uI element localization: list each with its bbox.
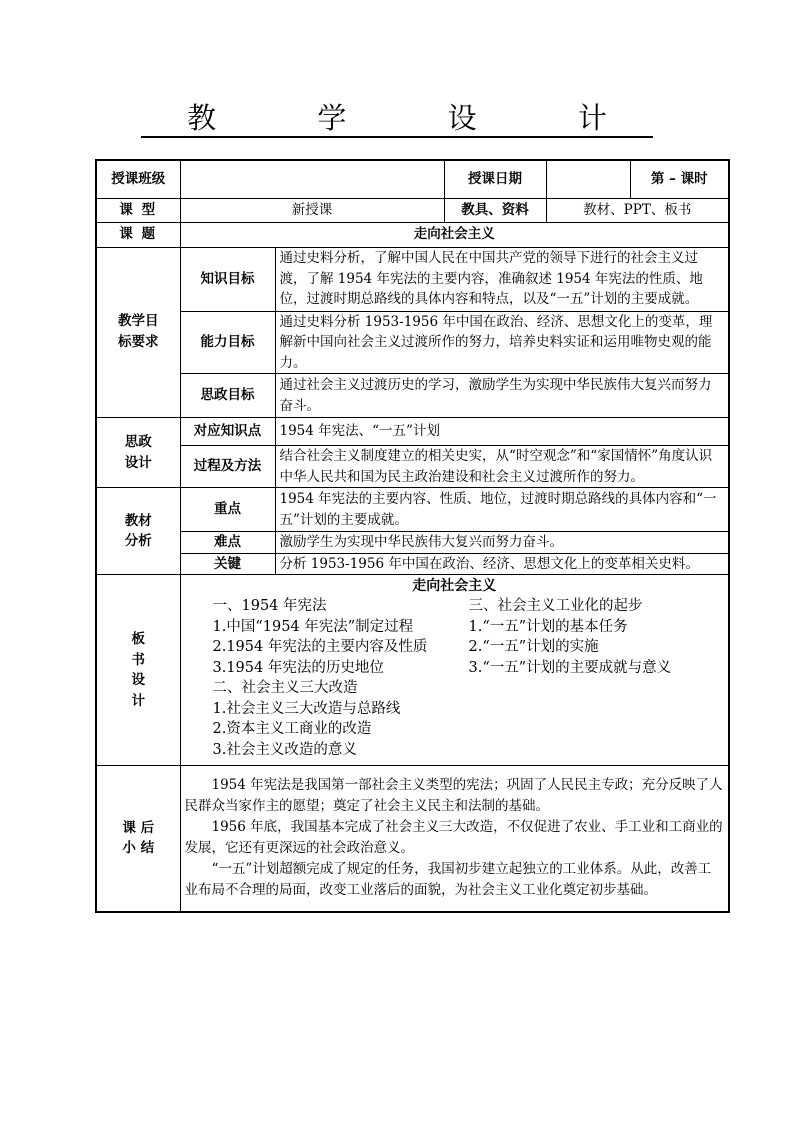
objective-label-knowledge: 知识目标 bbox=[180, 247, 275, 311]
ideology-method-label: 过程及方法 bbox=[180, 446, 275, 488]
analysis-key-label: 重点 bbox=[180, 488, 275, 532]
analysis-row-crux bbox=[96, 553, 729, 575]
topic-label: 课 题 bbox=[96, 222, 180, 247]
analysis-row-key bbox=[96, 488, 729, 532]
objectives-label: 教学目标要求 bbox=[96, 247, 180, 418]
tools-value: 教材、PPT、板书 bbox=[546, 198, 729, 222]
board-right-line: 3.“一五”计划的主要成就与意义 bbox=[468, 659, 672, 676]
objective-label-ideology: 思政目标 bbox=[180, 374, 275, 418]
board-left-line: 1.中国“1954 年宪法”制定过程 bbox=[212, 618, 414, 635]
board-right-line: 1.“一五”计划的基本任务 bbox=[468, 618, 628, 635]
board-label: 板 书 设 计 bbox=[96, 575, 180, 766]
objective-text-knowledge: 通过史料分析，了解中国人民在中国共产党的领导下进行的社会主义过渡，了解 1954 年宪法的主要内容，准确叙述 1954 年宪法的性质、地位，过渡时期总路线的具体内容和特点，以及“一五”计划的主要成就。 bbox=[275, 247, 729, 311]
lesson-plan-table bbox=[95, 159, 730, 913]
class-value bbox=[180, 160, 444, 198]
board-left-column bbox=[213, 596, 428, 760]
objective-label-ability: 能力目标 bbox=[180, 311, 275, 374]
type-row bbox=[96, 198, 729, 222]
topic-row bbox=[96, 222, 729, 247]
analysis-difficulty-text: 激励学生为实现中华民族伟大复兴而努力奋斗。 bbox=[275, 532, 729, 554]
analysis-crux-text: 分析 1953-1956 年中国在政治、经济、思想文化上的变革相关史料。 bbox=[275, 553, 729, 575]
topic-value: 走向社会主义 bbox=[180, 222, 729, 247]
summary-label: 课 后 小 结 bbox=[96, 766, 180, 912]
board-title: 走向社会主义 bbox=[412, 578, 497, 594]
objective-text-ability: 通过史料分析 1953-1956 年中国在政治、经济、思想文化上的变革，理解新中国向社会主义过渡所作的努力，培养史料实证和运用唯物史观的能力。 bbox=[275, 311, 729, 374]
analysis-label: 教材 分析 bbox=[96, 488, 180, 575]
period-cell: 第 – 课时 bbox=[630, 160, 729, 198]
objective-text-ideology: 通过社会主义过渡历史的学习，激励学生为实现中华民族伟大复兴而努力奋斗。 bbox=[275, 374, 729, 418]
summary-paragraph: “一五”计划超额完成了规定的任务，我国初步建立起独立的工业体系。从此，改善工业布局不合理的局面，改变工业落后的面貌，为社会主义工业化奠定初步基础。 bbox=[184, 861, 712, 899]
summary-row bbox=[96, 766, 729, 912]
analysis-crux-label: 关键 bbox=[180, 553, 275, 575]
board-right-line: 2.“一五”计划的实施 bbox=[468, 639, 599, 655]
ideology-row-method bbox=[96, 446, 729, 488]
board-left-line: 3.1954 年宪法的历史地位 bbox=[212, 659, 384, 676]
date-value bbox=[546, 160, 630, 198]
board-left-line: 3.社会主义改造的意义 bbox=[212, 741, 357, 758]
ideology-points-text: 1954 年宪法、“一五”计划 bbox=[275, 418, 729, 446]
analysis-key-text: 1954 年宪法的主要内容、性质、地位，过渡时期总路线的具体内容和“一五”计划的主要成就。 bbox=[275, 488, 729, 532]
summary-paragraph: 1954 年宪法是我国第一部社会主义类型的宪法；巩固了人民民主专政；充分反映了人民群众当家作主的愿望；奠定了社会主义民主和法制的基础。 bbox=[184, 777, 723, 815]
ideology-points-label: 对应知识点 bbox=[180, 418, 275, 446]
board-left-line: 2.资本主义工商业的改造 bbox=[212, 721, 372, 737]
ideology-method-text: 结合社会主义制度建立的相关史实，从“时空观念”和“家国情怀”角度认识中华人民共和国为民主政治建设和社会主义过渡所作的努力。 bbox=[275, 446, 729, 488]
board-right-column bbox=[469, 596, 672, 678]
summary-paragraph: 1956 年底，我国基本完成了社会主义三大改造，不仅促进了农业、手工业和工商业的发展，它还有更深远的社会政治意义。 bbox=[184, 819, 723, 857]
type-value: 新授课 bbox=[180, 198, 444, 222]
analysis-row-difficulty bbox=[96, 532, 729, 554]
header-row bbox=[96, 160, 729, 198]
objective-row-ideology bbox=[96, 374, 729, 418]
tools-label: 教具、资料 bbox=[444, 198, 546, 222]
objective-row-knowledge bbox=[96, 247, 729, 311]
page-title: 教 学 设 计 bbox=[0, 98, 794, 138]
type-label: 课 型 bbox=[96, 198, 180, 222]
analysis-difficulty-label: 难点 bbox=[180, 532, 275, 554]
ideology-row-points bbox=[96, 418, 729, 446]
date-label: 授课日期 bbox=[444, 160, 546, 198]
summary-content bbox=[180, 766, 729, 912]
board-row bbox=[96, 575, 729, 766]
board-content bbox=[180, 575, 729, 766]
objective-row-ability bbox=[96, 311, 729, 374]
board-left-line: 一、1954 年宪法 bbox=[212, 598, 327, 614]
board-left-line: 二、社会主义三大改造 bbox=[212, 680, 358, 696]
board-left-line: 2.1954 年宪法的主要内容及性质 bbox=[212, 639, 428, 655]
board-right-line: 三、社会主义工业化的起步 bbox=[468, 598, 643, 614]
class-label: 授课班级 bbox=[96, 160, 180, 198]
ideology-label: 思政 设计 bbox=[96, 418, 180, 488]
board-left-line: 1.社会主义三大改造与总路线 bbox=[212, 700, 401, 717]
